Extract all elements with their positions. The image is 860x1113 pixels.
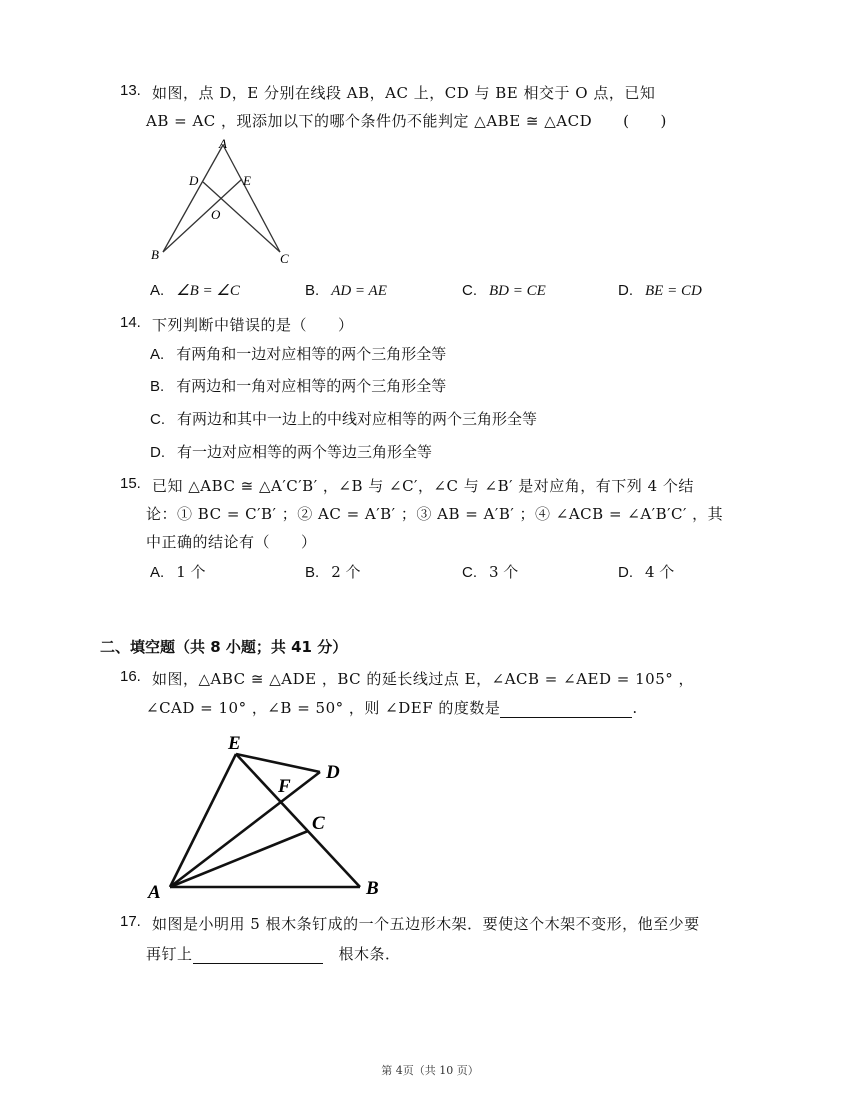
question-13-figure: [145, 135, 300, 270]
question-16-period: .: [632, 699, 638, 717]
option-text: ∠B = ∠C: [176, 283, 240, 299]
label-b: B: [151, 247, 159, 262]
option-letter: A.: [150, 282, 165, 299]
question-17-line-2-text: 再钉上: [146, 945, 193, 963]
label-e: E: [243, 173, 251, 188]
question-15-line-1: 已知 △ABC ≅ △A′C′B′ ，∠B 与 ∠C′，∠C 与 ∠B′ 是对应角，有下列 4 个结: [152, 477, 694, 495]
option-text: BE = CD: [645, 283, 702, 299]
question-16-figure: [140, 728, 390, 900]
option-letter: D.: [150, 444, 165, 461]
option-letter: D.: [618, 564, 633, 581]
q13-option-a: [150, 281, 240, 300]
question-15-number: 15.: [120, 475, 141, 492]
question-16-number: 16.: [120, 668, 141, 685]
question-14-stem: 下列判断中错误的是（ ）: [152, 316, 354, 334]
q14-option-a: [150, 343, 446, 364]
section-2-heading: 二、填空题（共 8 小题；共 41 分）: [100, 638, 348, 656]
question-15-line-2: 论：① BC = C′B′ ；② AC = A′B′ ；③ AB = A′B′ ；④ ∠ACB = ∠A′B′C′ ，其: [146, 505, 724, 523]
q13-option-d: [618, 281, 702, 300]
label-d: D: [326, 762, 340, 783]
q15-option-c: [462, 561, 518, 582]
question-16-line-2-text: ∠CAD = 10° ，∠B = 50° ，则 ∠DEF 的度数是: [146, 699, 501, 717]
q14-option-b: [150, 375, 446, 396]
option-text: 3 个: [489, 563, 519, 581]
option-text: 1 个: [176, 563, 206, 581]
option-text: BD = CE: [489, 283, 546, 299]
option-letter: B.: [305, 282, 320, 299]
option-text: 有两边和一角对应相等的两个三角形全等: [176, 377, 447, 395]
option-letter: A.: [150, 564, 165, 581]
question-15-line-3: 中正确的结论有（ ）: [146, 533, 317, 551]
label-o: O: [211, 207, 221, 222]
option-letter: B.: [305, 564, 320, 581]
option-letter: C.: [462, 282, 477, 299]
option-letter: C.: [462, 564, 477, 581]
label-c: C: [312, 813, 325, 834]
question-13-number: 13.: [120, 82, 141, 99]
option-text: 4 个: [645, 563, 675, 581]
question-16-line-1: 如图，△ABC ≅ △ADE ，BC 的延长线过点 E，∠ACB = ∠AED = 105° ，: [152, 670, 695, 688]
question-14-number: 14.: [120, 314, 141, 331]
page-footer: 第 4页（共 10 页）: [381, 1064, 479, 1077]
q15-option-a: [150, 561, 206, 582]
answer-blank-17[interactable]: [193, 947, 323, 964]
option-text: AD = AE: [331, 283, 387, 299]
option-text: 2 个: [331, 563, 361, 581]
question-16-line-2: [146, 697, 638, 718]
question-17-line-2-end: 根木条．: [338, 945, 401, 963]
option-letter: C.: [150, 411, 165, 428]
q13-option-b: [305, 281, 387, 300]
label-a: A: [148, 882, 161, 900]
q14-option-d: [150, 441, 432, 462]
option-text: 有两角和一边对应相等的两个三角形全等: [176, 345, 447, 363]
label-c: C: [280, 251, 289, 266]
answer-blank-16[interactable]: [500, 701, 632, 718]
option-letter: B.: [150, 378, 165, 395]
label-f: F: [278, 776, 291, 797]
q14-option-c: [150, 408, 537, 429]
question-13-line-2: AB = AC ，现添加以下的哪个条件仍不能判定 △ABE ≅ △ACD ( ): [146, 112, 667, 130]
q13-option-c: [462, 281, 546, 300]
label-e: E: [228, 733, 241, 754]
option-text: 有两边和其中一边上的中线对应相等的两个三角形全等: [177, 410, 538, 428]
label-d: D: [189, 173, 199, 188]
label-a: A: [219, 136, 227, 151]
question-13-line-1: 如图，点 D，E 分别在线段 AB，AC 上，CD 与 BE 相交于 O 点，已知: [152, 84, 656, 102]
q15-option-d: [618, 561, 674, 582]
question-17-line-1: 如图是小明用 5 根木条钉成的一个五边形木架．要使这个木架不变形，他至少要: [152, 915, 700, 933]
option-letter: D.: [618, 282, 633, 299]
q15-option-b: [305, 561, 361, 582]
option-letter: A.: [150, 346, 165, 363]
option-text: 有一边对应相等的两个等边三角形全等: [177, 443, 433, 461]
question-17-line-2: [146, 943, 401, 964]
label-b: B: [366, 878, 379, 899]
question-17-number: 17.: [120, 913, 141, 930]
